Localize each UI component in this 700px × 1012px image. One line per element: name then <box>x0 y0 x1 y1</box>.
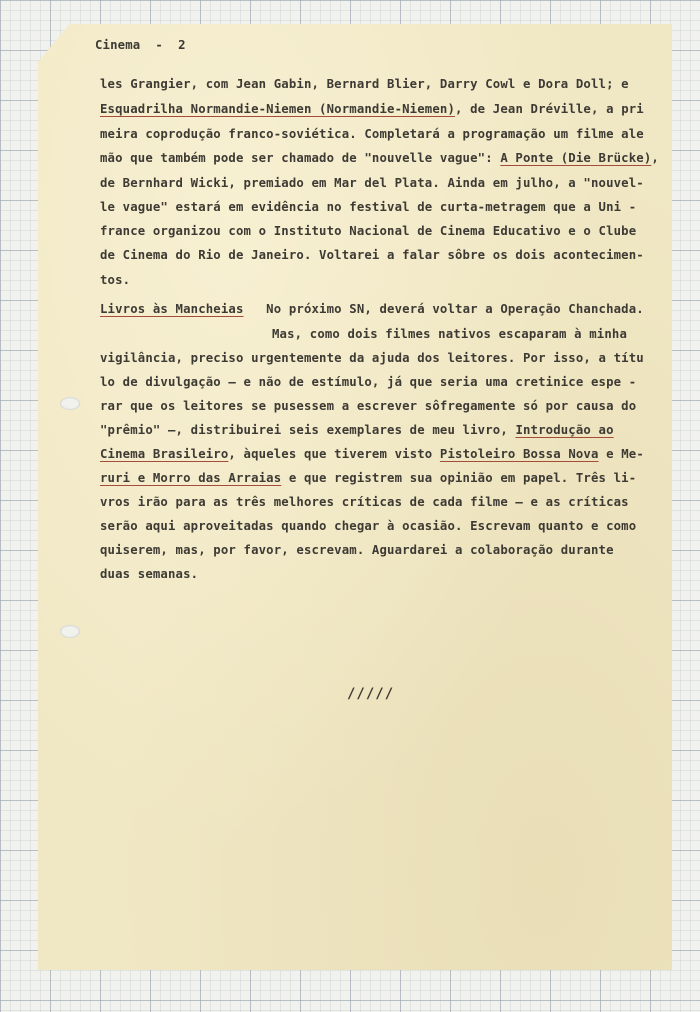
book-title: Cinema Brasileiro <box>100 447 229 461</box>
text-line: rar que os leitores se pusessem a escrever sôfregamente só por causa do <box>100 399 637 413</box>
text-line: tos. <box>100 273 131 287</box>
text-line: meira coprodução franco-soviética. Completará a programação um filme ale <box>100 127 644 141</box>
text-line: serão aqui aproveitadas quando chegar à ocasião. Escrevam quanto e como <box>100 519 637 533</box>
film-title: ruri e Morro das Arraias <box>100 471 282 485</box>
page-header: Cinema - 2 <box>95 38 186 52</box>
punch-hole-bottom <box>60 625 80 638</box>
text-line: de Cinema do Rio de Janeiro. Voltarei a falar sôbre os dois acontecimen- <box>100 248 644 262</box>
text-line: mão que também pode ser chamado de "nouvelle vague": A Ponte (Die Brücke), <box>100 151 659 165</box>
text-line: Esquadrilha Normandie-Niemen (Normandie-Niemen), de Jean Dréville, a pri <box>100 102 644 116</box>
text-line: Mas, como dois filmes nativos escaparam à minha <box>272 327 628 341</box>
text-line: Cinema Brasileiro, àqueles que tiverem visto Pistoleiro Bossa Nova e Me- <box>100 447 644 461</box>
text-line: "prêmio" —, distribuirei seis exemplares de meu livro, Introdução ao <box>100 423 614 437</box>
end-mark: ///// <box>347 686 395 702</box>
text-line: de Bernhard Wicki, premiado em Mar del Plata. Ainda em julho, a "nouvel- <box>100 176 644 190</box>
section-line: Livros às Mancheias No próximo SN, deverá voltar a Operação Chanchada. <box>100 302 644 316</box>
text-line: duas semanas. <box>100 567 199 581</box>
text-line: ruri e Morro das Arraias e que registrem sua opinião em papel. Três li- <box>100 471 637 485</box>
text-line: france organizou com o Instituto Nacional de Cinema Educativo e o Clube <box>100 224 637 238</box>
text-line: lo de divulgação — e não de estímulo, já que seria uma cretinice espe - <box>100 375 637 389</box>
text-line: vros irão para as três melhores críticas de cada filme — e as críticas <box>100 495 629 509</box>
film-title: Esquadrilha Normandie-Niemen (Normandie-Niemen) <box>100 102 456 116</box>
book-title: Introdução ao <box>515 423 614 437</box>
text-line: les Grangier, com Jean Gabin, Bernard Blier, Darry Cowl e Dora Doll; e <box>100 77 629 91</box>
film-title: A Ponte (Die Brücke) <box>500 151 652 165</box>
punch-hole-top <box>60 397 80 410</box>
text-line: le vague" estará em evidência no festival de curta-metragem que a Uni - <box>100 200 637 214</box>
text-line: quiserem, mas, por favor, escrevam. Aguardarei a colaboração durante <box>100 543 614 557</box>
film-title: Pistoleiro Bossa Nova <box>439 447 599 461</box>
text-line: vigilância, preciso urgentemente da ajuda dos leitores. Por isso, a títu <box>100 351 644 365</box>
section-heading: Livros às Mancheias <box>100 302 244 316</box>
